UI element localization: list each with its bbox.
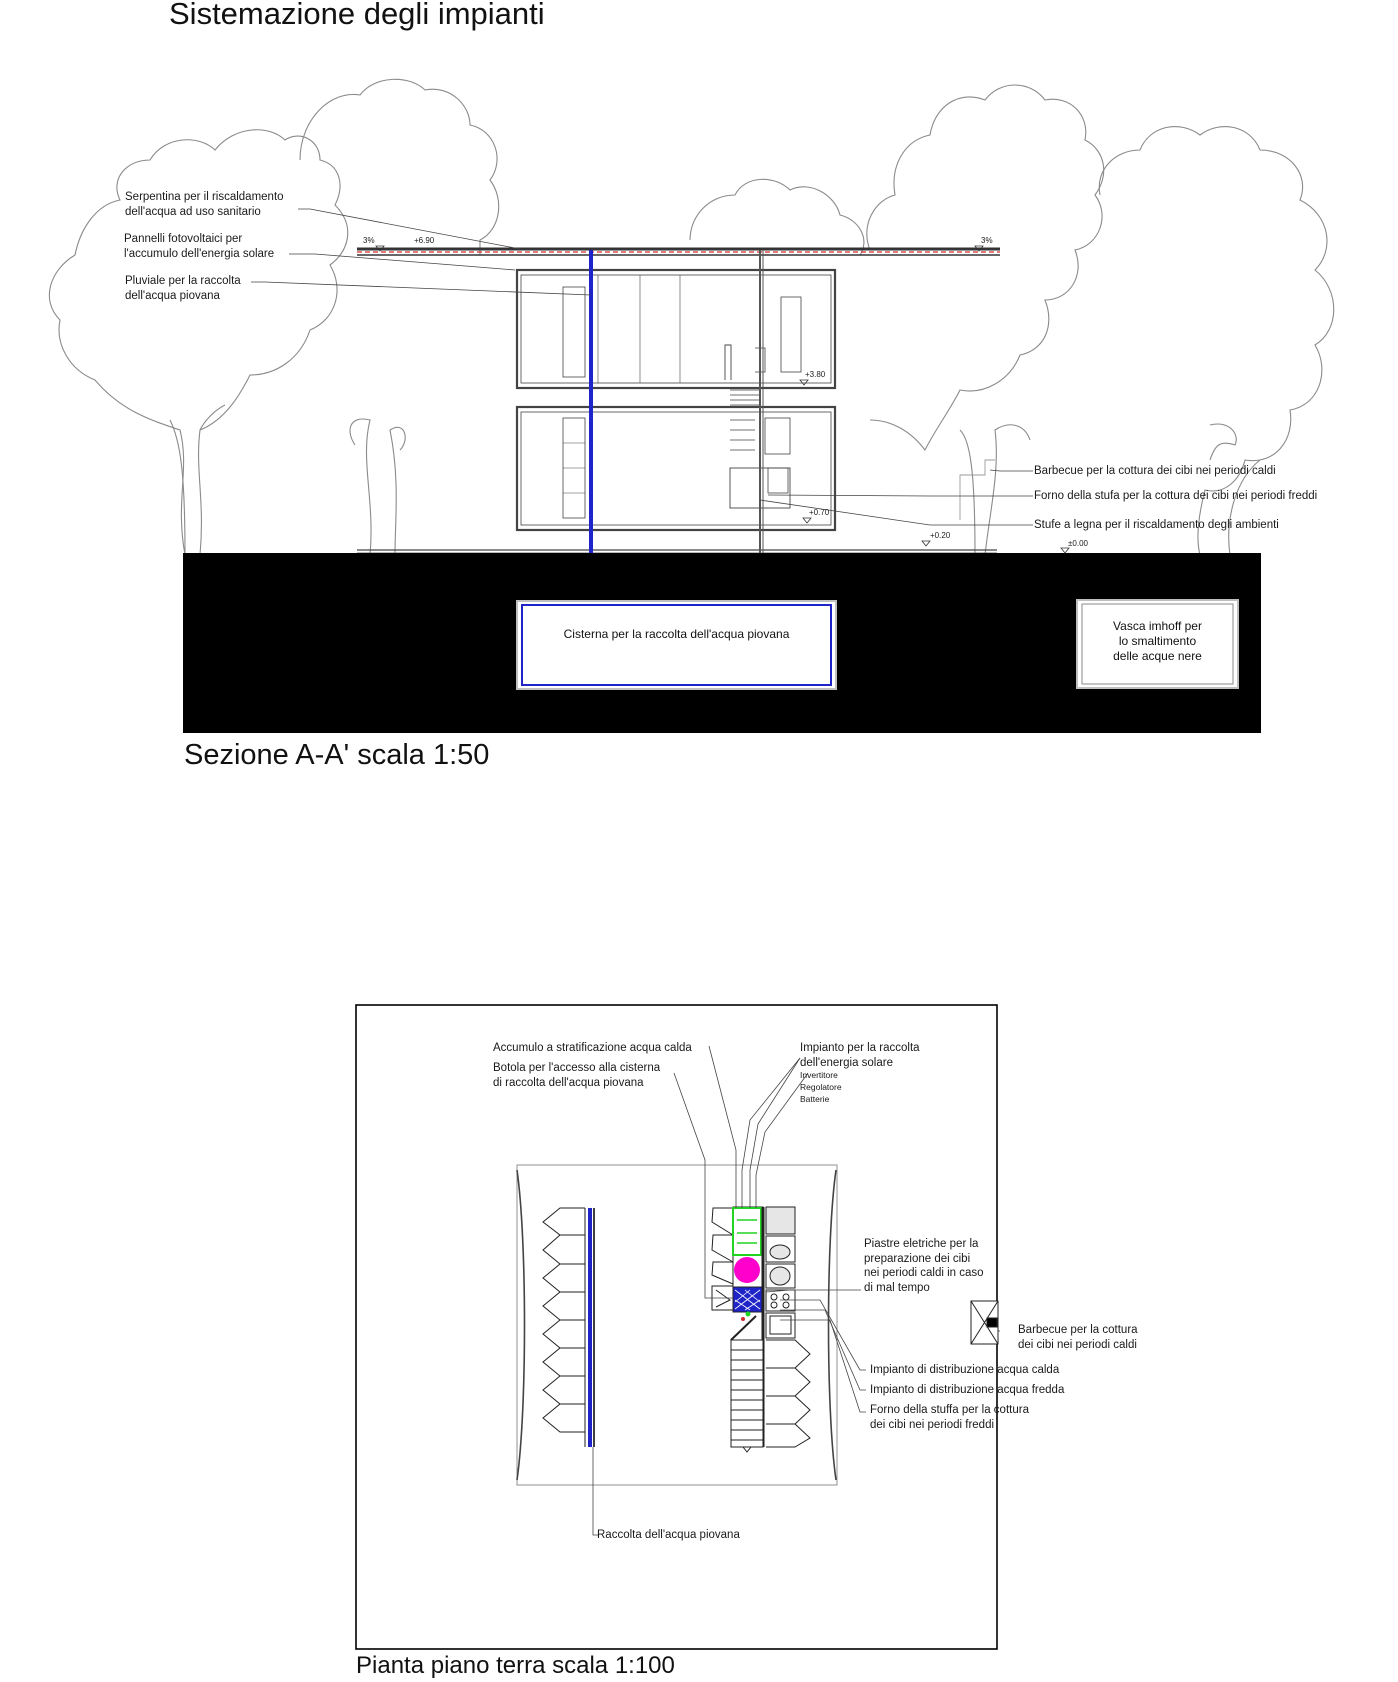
barbecue-symbol bbox=[971, 1301, 998, 1344]
left-beds bbox=[543, 1208, 594, 1447]
annotation-stufe: Stufe a legna per il riscaldamento degli ambienti bbox=[1034, 519, 1279, 531]
annotation-batterie: Batterie bbox=[800, 1094, 830, 1104]
annotation-raccolta: Raccolta dell'acqua piovana bbox=[597, 1529, 740, 1541]
annotation-regolatore: Regolatore bbox=[800, 1082, 842, 1092]
annotation-accumulo: Accumulo a stratificazione acqua calda bbox=[493, 1042, 692, 1054]
plan-caption: Pianta piano terra scala 1:100 bbox=[356, 1652, 675, 1679]
annotation-piastre: Piastre eletriche per la preparazione dei cibi nei periodi caldi in caso di mal tempo bbox=[864, 1238, 984, 1294]
annotation-forno-plan: Forno della stuffa per la cottura dei cibi nei periodi freddi bbox=[870, 1404, 1029, 1431]
inverter-box bbox=[733, 1208, 761, 1255]
elev-slope-right: 3% bbox=[981, 236, 993, 245]
annotation-forno-section: Forno della stufa per la cottura dei cibi nei periodi freddi bbox=[1034, 490, 1318, 502]
accumulator bbox=[734, 1257, 760, 1283]
annotation-serpentina: Serpentina per il riscaldamento dell'acqua ad uso sanitario bbox=[125, 191, 284, 218]
service-core bbox=[712, 1207, 810, 1452]
annotation-barbecue-section: Barbecue per la cottura dei cibi nei periodi caldi bbox=[1034, 465, 1276, 477]
elev-ground-floor: +0.70 bbox=[809, 508, 830, 517]
imhoff-label: Vasca imhoff per lo smaltimento delle acque nere bbox=[1113, 619, 1202, 663]
annotation-impianto-solare: Impianto per la raccolta dell'energia solare bbox=[800, 1042, 920, 1069]
elev-first-floor: +3.80 bbox=[805, 370, 826, 379]
annotation-pannelli: Pannelli fotovoltaici per l'accumulo dell'energia solare bbox=[124, 233, 275, 260]
annotation-pluviale: Pluviale per la raccolta dell'acqua piovana bbox=[125, 275, 241, 302]
elev-slope-left: 3% bbox=[363, 236, 375, 245]
elev-ground: ±0.00 bbox=[1068, 539, 1088, 548]
plan-frame bbox=[356, 1005, 997, 1649]
elev-terrace: +0.20 bbox=[930, 531, 951, 540]
annotation-invertitore: Invertitore bbox=[800, 1070, 838, 1080]
annotation-botola: Botola per l'accesso alla cisterna di raccolta dell'acqua piovana bbox=[493, 1062, 661, 1089]
annotation-acqua-calda: Impianto di distribuzione acqua calda bbox=[870, 1364, 1060, 1376]
cistern-label: Cisterna per la raccolta dell'acqua piovana bbox=[563, 627, 790, 641]
annotation-acqua-fredda: Impianto di distribuzione acqua fredda bbox=[870, 1384, 1065, 1396]
elev-roof: +6.90 bbox=[414, 236, 435, 245]
annotation-barbecue-plan: Barbecue per la cottura dei cibi nei periodi caldi bbox=[1018, 1324, 1138, 1351]
page-title: Sistemazione degli impianti bbox=[169, 0, 545, 31]
section-caption: Sezione A-A' scala 1:50 bbox=[184, 739, 490, 771]
